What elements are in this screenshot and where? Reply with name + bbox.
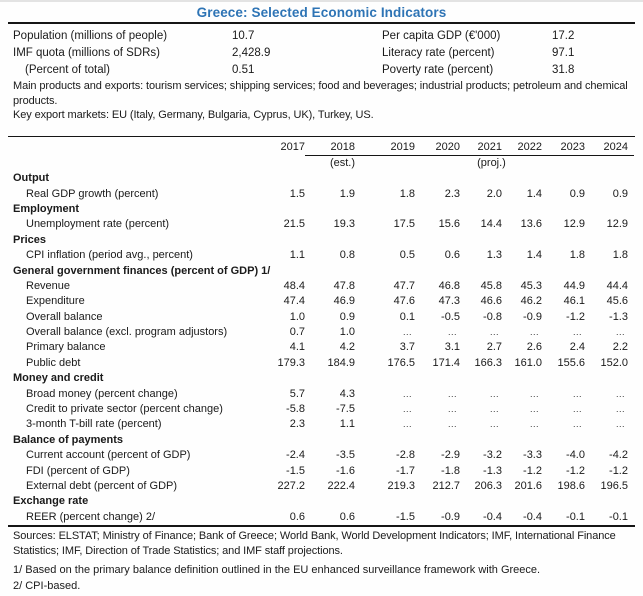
- cell-value: 2.0: [486, 187, 502, 200]
- info-label: Per capita GDP (€'000): [382, 29, 501, 42]
- cell-value: 45.6: [606, 295, 628, 308]
- cell-value: 184.9: [327, 356, 355, 369]
- cell-value: ...: [615, 404, 625, 415]
- cell-value: 1.0: [339, 326, 355, 339]
- info-value: 17.2: [552, 29, 575, 42]
- table-bottom-rule: [8, 525, 635, 527]
- info-value: 97.1: [552, 46, 575, 59]
- cell-value: -2.8: [396, 449, 415, 462]
- cell-value: ...: [615, 327, 625, 338]
- cell-value: 1.1: [339, 418, 355, 431]
- cell-value: ...: [489, 404, 499, 415]
- cell-value: -3.2: [483, 449, 502, 462]
- cell-value: 0.5: [399, 249, 415, 262]
- table-row: [13, 463, 643, 478]
- section-row: [13, 201, 643, 216]
- year-column-header: 2022: [517, 140, 542, 153]
- cell-value: 47.8: [333, 279, 355, 292]
- main-products-text: Main products and exports: tourism services; shipping services; food and beverages; industrial products; petroleum and chemical products.: [13, 80, 628, 107]
- cell-value: -0.4: [483, 510, 502, 523]
- section-row: [13, 371, 643, 386]
- cell-value: 4.2: [339, 341, 355, 354]
- table-row: [13, 417, 643, 432]
- estimate-subheader: (est.): [329, 156, 355, 169]
- cell-value: 2.7: [486, 341, 502, 354]
- cell-value: -3.5: [336, 449, 355, 462]
- year-column-header: 2018: [330, 140, 355, 153]
- cell-value: 4.1: [289, 341, 305, 354]
- table-row: [13, 324, 643, 339]
- cell-value: 19.3: [333, 218, 355, 231]
- cell-value: -1.2: [523, 464, 542, 477]
- cell-value: 1.1: [289, 249, 305, 262]
- cell-value: 0.7: [289, 326, 305, 339]
- cell-value: ...: [402, 404, 412, 415]
- info-value: 2,428.9: [232, 46, 271, 59]
- cell-value: 5.7: [289, 387, 305, 400]
- cell-value: 46.2: [520, 295, 542, 308]
- cell-value: 196.5: [600, 480, 628, 492]
- cell-value: -2.4: [286, 449, 305, 462]
- row-label: Real GDP growth (percent): [26, 187, 159, 200]
- cell-value: -1.3: [609, 310, 628, 323]
- cell-value: 3.1: [444, 341, 460, 354]
- cell-value: 227.2: [277, 480, 305, 492]
- cell-value: -1.3: [483, 464, 502, 477]
- info-label: Poverty rate (percent): [382, 63, 494, 76]
- cell-value: 1.9: [339, 187, 355, 200]
- row-label: 3-month T-bill rate (percent): [26, 418, 162, 431]
- info-label: (Percent of total): [25, 63, 111, 76]
- cell-value: ...: [402, 388, 412, 399]
- cell-value: 2.6: [526, 341, 542, 354]
- table-row: [13, 509, 643, 524]
- cell-value: ...: [529, 327, 539, 338]
- row-label: CPI inflation (period avg., percent): [26, 249, 193, 262]
- cell-value: 46.6: [480, 295, 502, 308]
- cell-value: -1.8: [441, 464, 460, 477]
- table-row: [13, 294, 643, 309]
- cell-value: 1.4: [526, 249, 542, 262]
- cell-value: -4.2: [609, 449, 628, 462]
- info-label: Population (millions of people): [13, 29, 168, 42]
- cell-value: -1.5: [286, 464, 305, 477]
- section-label: General government finances (percent of GDP) 1/: [13, 264, 271, 277]
- section-row: [13, 494, 643, 509]
- cell-value: -1.2: [566, 464, 585, 477]
- cell-value: 166.3: [474, 356, 502, 369]
- cell-value: 45.8: [480, 279, 502, 292]
- cell-value: ...: [447, 327, 457, 338]
- table-row: [13, 217, 643, 232]
- table-row: [13, 478, 643, 493]
- cell-value: 4.3: [339, 387, 355, 400]
- row-label: Current account (percent of GDP): [26, 449, 191, 462]
- section-label: Employment: [13, 202, 80, 215]
- cell-value: 206.3: [474, 480, 502, 492]
- cell-value: 47.3: [438, 295, 460, 308]
- cell-value: 212.7: [432, 480, 460, 492]
- row-label: REER (percent change) 2/: [26, 510, 156, 523]
- info-value: 10.7: [232, 29, 255, 42]
- cell-value: 15.6: [438, 218, 460, 231]
- cell-value: ...: [529, 404, 539, 415]
- table-row: [13, 247, 643, 262]
- cell-value: 13.6: [520, 218, 542, 231]
- row-label: Revenue: [26, 279, 71, 292]
- indicator-table-body: [13, 171, 643, 525]
- cell-value: -7.5: [336, 403, 355, 416]
- year-column-header: 2024: [603, 140, 628, 153]
- cell-value: 1.8: [399, 187, 415, 200]
- summary-info-table: [13, 27, 643, 78]
- cell-value: 12.9: [563, 218, 585, 231]
- table-row: [13, 309, 643, 324]
- info-row: [13, 61, 643, 78]
- section-label: Output: [13, 172, 50, 185]
- cell-value: 48.4: [283, 279, 305, 292]
- cell-value: -3.3: [523, 449, 542, 462]
- footnote-1: 1/ Based on the primary balance definition outlined in the EU enhanced surveillance framework with Greece.: [13, 564, 541, 577]
- cell-value: 44.9: [563, 279, 585, 292]
- row-label: Primary balance: [26, 341, 106, 354]
- projection-subheader: (proj.): [477, 156, 506, 169]
- section-row: [13, 263, 643, 278]
- table-row: [13, 186, 643, 201]
- cell-value: ...: [529, 419, 539, 430]
- cell-value: 0.9: [339, 310, 355, 323]
- info-label: IMF quota (millions of SDRs): [13, 46, 160, 59]
- cell-value: ...: [489, 388, 499, 399]
- cell-value: ...: [572, 388, 582, 399]
- cell-value: ...: [615, 419, 625, 430]
- cell-value: -4.0: [566, 449, 585, 462]
- cell-value: 1.8: [612, 249, 628, 262]
- cell-value: 0.6: [339, 510, 355, 523]
- row-label: Broad money (percent change): [26, 387, 178, 400]
- cell-value: 47.7: [393, 279, 415, 292]
- section-label: Exchange rate: [13, 495, 89, 508]
- row-label: Unemployment rate (percent): [26, 218, 170, 231]
- cell-value: 12.9: [606, 218, 628, 231]
- section-label: Prices: [13, 233, 47, 246]
- row-label: Overall balance (excl. program adjustors): [26, 326, 228, 339]
- cell-value: 161.0: [514, 356, 542, 369]
- footnote-2: 2/ CPI-based.: [13, 580, 81, 593]
- year-header-spacer: [13, 137, 263, 154]
- cell-value: 17.5: [393, 218, 415, 231]
- cell-value: 171.4: [432, 356, 460, 369]
- cell-value: 201.6: [514, 480, 542, 492]
- cell-value: ...: [489, 327, 499, 338]
- table-row: [13, 401, 643, 416]
- cell-value: -0.9: [523, 310, 542, 323]
- section-label: Balance of payments: [13, 433, 124, 446]
- cell-value: 1.5: [289, 187, 305, 200]
- cell-value: -5.8: [286, 403, 305, 416]
- cell-value: 219.3: [387, 480, 415, 492]
- table-row: [13, 340, 643, 355]
- cell-value: 0.6: [289, 510, 305, 523]
- cell-value: -1.5: [396, 510, 415, 523]
- cell-value: 1.3: [486, 249, 502, 262]
- year-column-header: 2023: [560, 140, 585, 153]
- year-column-header: 2017: [280, 140, 305, 153]
- cell-value: 47.4: [283, 295, 305, 308]
- page-title: Greece: Selected Economic Indicators: [196, 5, 447, 20]
- year-column-header: 2021: [477, 140, 502, 153]
- section-row: [13, 232, 643, 247]
- row-label: Overall balance: [26, 310, 103, 323]
- cell-value: 0.6: [444, 249, 460, 262]
- cell-value: 46.8: [438, 279, 460, 292]
- cell-value: -0.4: [523, 510, 542, 523]
- cell-value: 46.9: [333, 295, 355, 308]
- year-column-header: 2020: [435, 140, 460, 153]
- cell-value: 1.0: [289, 310, 305, 323]
- cell-value: -1.7: [396, 464, 415, 477]
- cell-value: -1.2: [609, 464, 628, 477]
- year-column-header: 2019: [390, 140, 415, 153]
- cell-value: 2.2: [612, 341, 628, 354]
- row-label: Public debt: [26, 356, 81, 369]
- key-export-markets-text: Key export markets: EU (Italy, Germany, Bulgaria, Cyprus, UK), Turkey, US.: [13, 109, 374, 121]
- cell-value: -0.5: [441, 310, 460, 323]
- cell-value: -0.1: [609, 510, 628, 523]
- row-label: External debt (percent of GDP): [26, 480, 178, 492]
- table-row: [13, 355, 643, 370]
- cell-value: 1.4: [526, 187, 542, 200]
- table-row: [13, 386, 643, 401]
- cell-value: ...: [447, 404, 457, 415]
- cell-value: 21.5: [283, 218, 305, 231]
- table-row: [13, 448, 643, 463]
- cell-value: -0.1: [566, 510, 585, 523]
- cell-value: ...: [615, 388, 625, 399]
- sources-text: Sources: ELSTAT; Ministry of Finance; Bank of Greece; World Bank, World Development Indicators; IMF, International Finance Statistics; IMF, Direction of Trade Statistics; and IMF staff projections.: [13, 530, 616, 557]
- cell-value: ...: [402, 327, 412, 338]
- info-label: Literacy rate (percent): [382, 46, 495, 59]
- cell-value: -0.9: [441, 510, 460, 523]
- cell-value: 152.0: [600, 356, 628, 369]
- cell-value: 45.3: [520, 279, 542, 292]
- cell-value: 222.4: [327, 480, 355, 492]
- cell-value: 14.4: [480, 218, 502, 231]
- cell-value: 0.9: [569, 187, 585, 200]
- cell-value: 47.6: [393, 295, 415, 308]
- cell-value: -1.2: [566, 310, 585, 323]
- section-row: [13, 432, 643, 447]
- cell-value: 176.5: [387, 356, 415, 369]
- cell-value: 198.6: [557, 480, 585, 492]
- info-row: [13, 44, 643, 61]
- cell-value: 0.1: [399, 310, 415, 323]
- cell-value: 44.4: [606, 279, 628, 292]
- table-row: [13, 278, 643, 293]
- cell-value: -0.8: [483, 310, 502, 323]
- row-label: FDI (percent of GDP): [26, 464, 130, 477]
- cell-value: -1.6: [336, 464, 355, 477]
- cell-value: ...: [489, 419, 499, 430]
- info-value: 31.8: [552, 63, 575, 76]
- year-header-row: [13, 137, 643, 171]
- cell-value: 155.6: [557, 356, 585, 369]
- cell-value: 1.8: [569, 249, 585, 262]
- cell-value: 46.1: [563, 295, 585, 308]
- cell-value: ...: [572, 404, 582, 415]
- title-rule: [8, 22, 635, 24]
- cell-value: ...: [529, 388, 539, 399]
- cell-value: 2.3: [444, 187, 460, 200]
- cell-value: 3.7: [399, 341, 415, 354]
- cell-value: -2.9: [441, 449, 460, 462]
- cell-value: ...: [447, 388, 457, 399]
- row-label: Expenditure: [26, 295, 85, 308]
- info-value: 0.51: [232, 63, 255, 76]
- info-row: [13, 27, 643, 44]
- row-label: Credit to private sector (percent change): [26, 403, 223, 416]
- cell-value: 2.3: [289, 418, 305, 431]
- cell-value: 0.9: [612, 187, 628, 200]
- section-row: [13, 171, 643, 186]
- cell-value: ...: [402, 419, 412, 430]
- cell-value: 179.3: [277, 356, 305, 369]
- section-label: Money and credit: [13, 372, 104, 385]
- cell-value: 2.4: [569, 341, 585, 354]
- cell-value: ...: [447, 419, 457, 430]
- cell-value: ...: [572, 327, 582, 338]
- cell-value: 0.8: [339, 249, 355, 262]
- cell-value: ...: [572, 419, 582, 430]
